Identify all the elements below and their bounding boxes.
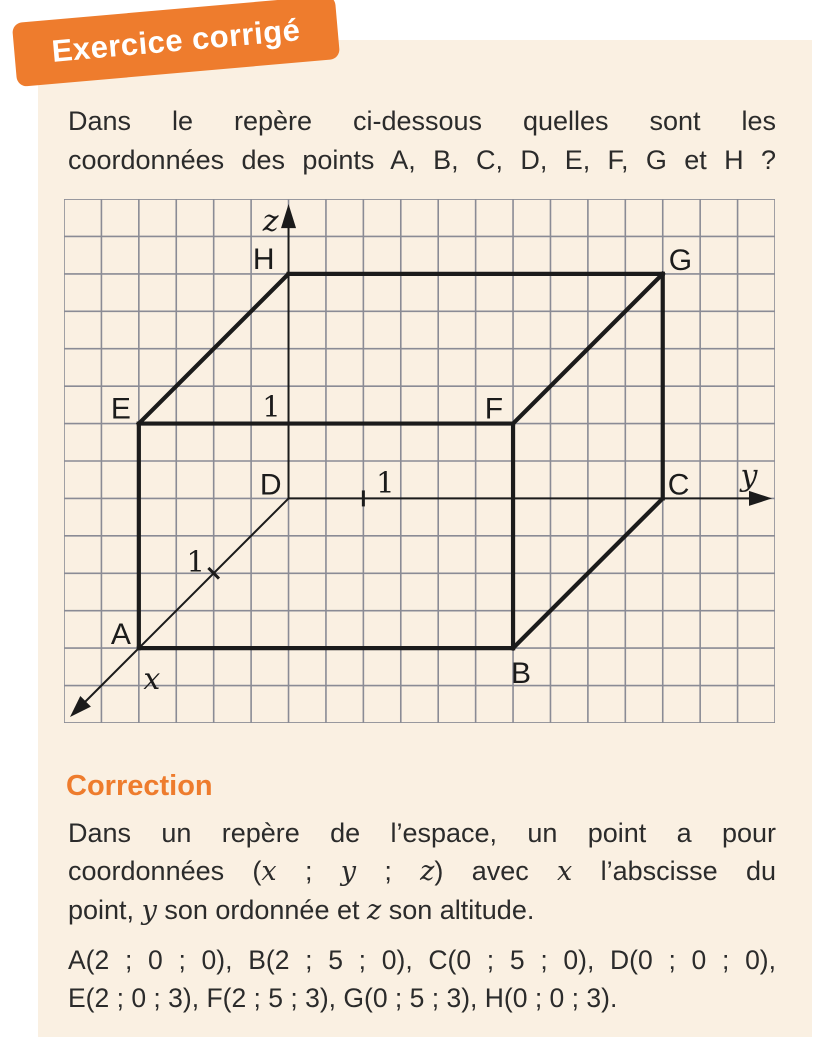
coordinate-figure xyxy=(64,199,776,724)
grid-lines xyxy=(64,199,775,723)
point-label-F: F xyxy=(484,392,504,426)
correction-line-3 xyxy=(68,891,776,930)
figure-svg xyxy=(64,199,775,723)
math-variable: x xyxy=(261,856,277,887)
text-segment: coordonnées ( xyxy=(68,856,262,886)
point-label-E: E xyxy=(110,392,131,426)
exercise-banner-label: Exercice corrigé xyxy=(50,12,302,69)
y-unit-label: 1 xyxy=(376,465,395,500)
text-segment: l’abscisse du xyxy=(572,856,776,886)
point-label-A: A xyxy=(110,618,131,652)
text-segment: Dans un repère de l’espace, un point a pour xyxy=(68,818,776,848)
math-variable: z xyxy=(420,856,435,887)
math-variable: y xyxy=(340,856,357,887)
point-label-C: C xyxy=(667,468,690,502)
x-axis xyxy=(83,498,289,704)
axis-labels xyxy=(143,204,758,697)
text-segment: point, xyxy=(68,895,142,925)
text-segment: ; xyxy=(356,856,421,886)
question-line-1: Dans le repère ci-dessous quelles sont les xyxy=(68,106,776,136)
y-axis-label: y xyxy=(740,458,758,494)
point-label-G: G xyxy=(668,243,693,277)
z-axis-arrow xyxy=(281,204,296,228)
z-axis-label: z xyxy=(262,204,279,240)
text-segment: ; xyxy=(276,856,341,886)
point-label-H: H xyxy=(252,242,275,276)
x-unit-label: 1 xyxy=(186,544,205,579)
answers xyxy=(68,941,776,1017)
point-label-B: B xyxy=(511,657,532,691)
correction-heading: Correction xyxy=(66,770,213,802)
answers-line-1: A(2 ; 0 ; 0), B(2 ; 5 ; 0), C(0 ; 5 ; 0), D(0 ; 0 ; 0), xyxy=(68,945,776,975)
text-segment: son altitude. xyxy=(381,895,535,925)
correction-line-1 xyxy=(68,814,776,852)
text-segment: son ordonnée et xyxy=(156,895,367,925)
math-variable: z xyxy=(367,895,382,926)
correction-paragraph xyxy=(68,814,776,930)
z-unit-label: 1 xyxy=(262,389,281,424)
answers-line-2: E(2 ; 0 ; 3), F(2 ; 5 ; 3), G(0 ; 5 ; 3), H(0 ; 0 ; 3). xyxy=(68,983,618,1013)
question-text xyxy=(68,102,776,180)
question-line-2: coordonnées des points A, B, C, D, E, F, G et H ? xyxy=(68,145,776,175)
correction-line-2 xyxy=(68,852,776,891)
math-variable: x xyxy=(557,856,573,887)
text-segment: ) avec xyxy=(434,856,558,886)
point-label-D: D xyxy=(259,468,282,502)
math-variable: y xyxy=(141,895,157,926)
x-axis-label: x xyxy=(143,662,161,698)
